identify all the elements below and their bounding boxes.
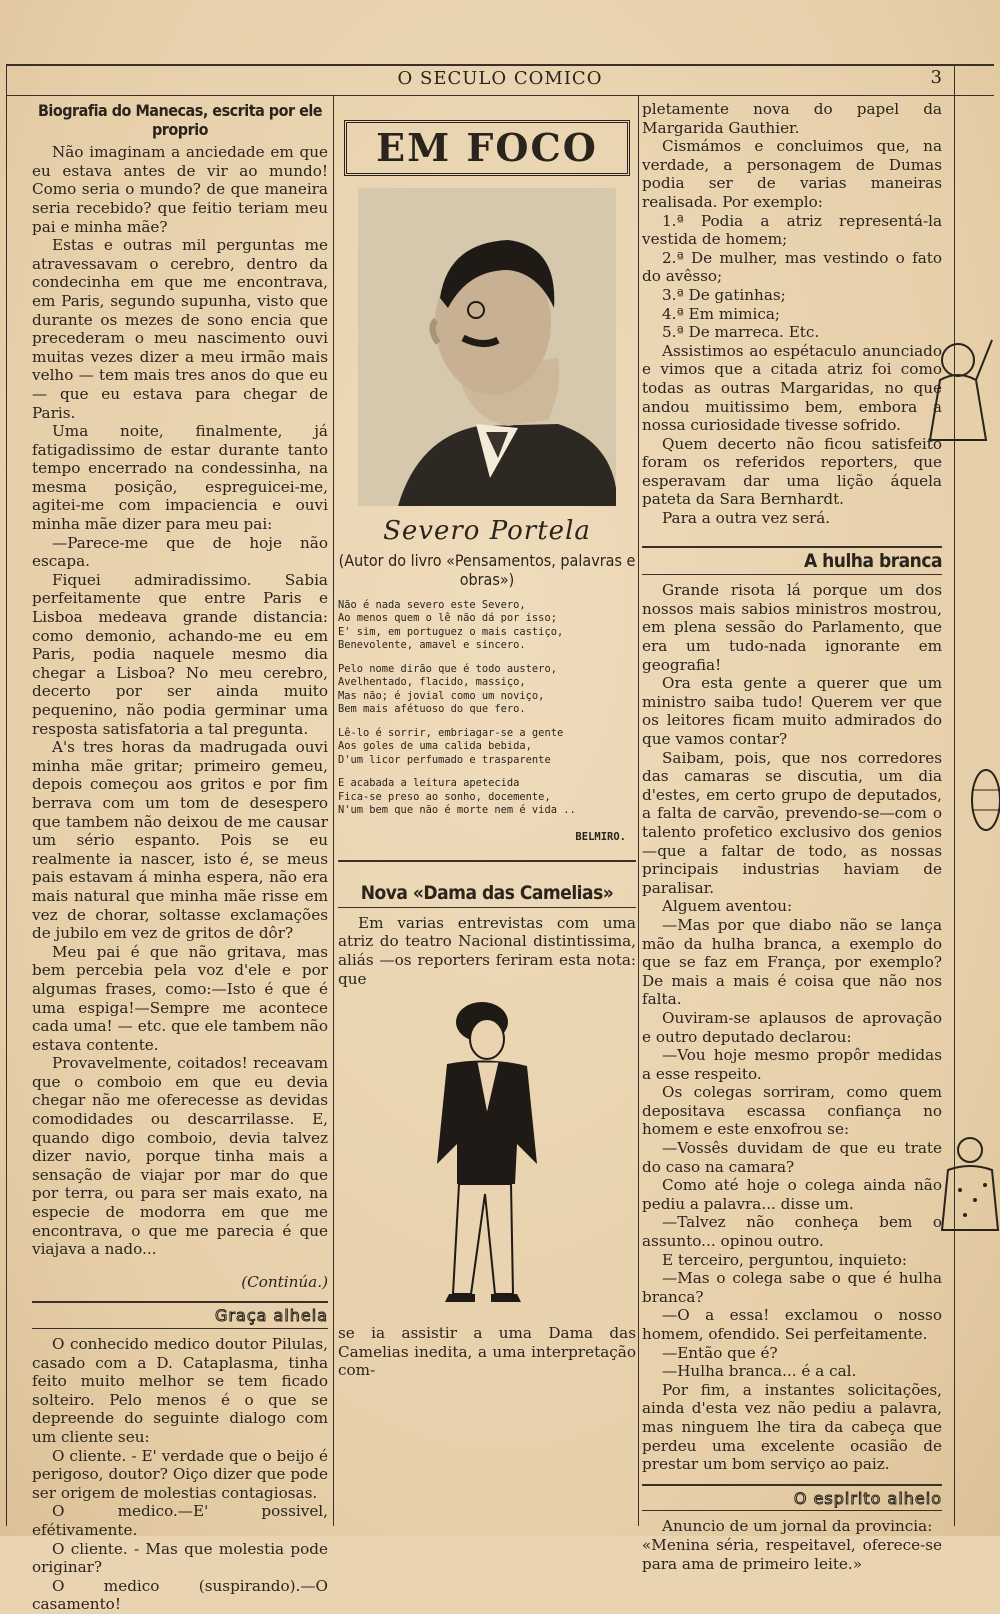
margin-doll-icon <box>920 330 998 460</box>
em-foco-heading: EM FOCO <box>344 120 630 176</box>
hulha-paragraph: Saibam, pois, que nos corredores das camaras se discutia, um dia d'estes, em certo grupo de deputados, a falta de carvão, prevendo-se—com o talento profetico exclusivo dos genios —que a faltar de todo, as nossas principais industrias haviam de paralisar. <box>642 748 942 897</box>
column-center <box>338 100 636 1380</box>
dama-continued: Cismámos e concluimos que, na verdade, a personagem de Dumas podia ser de varias maneiras realisada. Por exemplo: <box>642 137 942 211</box>
poem-line: E' sim, em portuguez o mais castiço, <box>338 625 564 638</box>
hulha-title: A hulha branca <box>803 549 942 572</box>
dama-continued: Para a outra vez será. <box>662 509 831 528</box>
poem-line: Fica-se preso ao sonho, docemente, <box>338 790 551 803</box>
border-right <box>954 64 955 1526</box>
portrait-subtitle: (Autor do livro «Pensamentos, palavras e obras») <box>338 550 636 589</box>
section-divider-thin <box>642 574 942 575</box>
poem-line: Não é nada severo este Severo, <box>338 598 526 611</box>
espirito-title: O espirito alheio <box>793 1488 942 1508</box>
hulha-paragraph: —Hulha branca... é a cal. <box>662 1362 857 1381</box>
poem-line: Pelo nome dirão que é todo austero, <box>338 662 557 675</box>
margin-dotted-doll-icon <box>930 1130 1000 1240</box>
dama-intro: Em varias entrevistas com uma atriz do teatro Nacional distintissima, aliás —os reporters feriram esta nota: que <box>338 913 636 988</box>
column-right <box>642 100 942 1573</box>
poem-line: Lê-lo é sorrir, embriagar-se a gente <box>338 726 564 739</box>
dama-continued: Quem decerto não ficou satisfeito foram os referidos reporters, que esperavam dar uma lição áquela pateta da Sara Bernhardt. <box>642 434 942 509</box>
hulha-paragraph: Grande risota lá porque um dos nossos mais sabios ministros mostrou, em plena sessão do Parlamento, que era um tudo-nada ignorante em geografia! <box>642 581 942 674</box>
dama-continued: Assistimos ao espétaculo anunciado e vimos que a citada atriz foi como todas as outras Margaridas, no que andou muitissimo bem, embora a nossa curiosidade tivesse sofrido. <box>642 341 942 435</box>
continua-note: (Continúa.) <box>241 1272 328 1291</box>
hulha-paragraph: —Mas o colega sabe o que é hulha branca? <box>642 1269 942 1306</box>
page-number: 3 <box>930 67 942 88</box>
dama-illustration <box>387 994 587 1324</box>
poem-line: N'um bem que não é morte nem é vida .. <box>338 804 576 817</box>
column-divider-1 <box>333 96 334 1526</box>
poem-author: BELMIRO. <box>575 830 626 843</box>
poem-stanza <box>338 727 636 768</box>
dama-continued: 1.ª Podia a atriz representá-la vestida de homem; <box>642 211 942 249</box>
column-left <box>32 100 328 1614</box>
graca-paragraph: O medico.—E' possivel, efétivamente. <box>32 1502 328 1539</box>
biografia-paragraph: Uma noite, finalmente, já fatigadissimo de estar durante tanto tempo encerrado na condessinha, na mesma posição, espreguicei-me, agitei-me com impaciencia e ouvi minha mãe dizer para meu pai: <box>32 422 328 534</box>
portrait-illustration <box>358 188 616 506</box>
header-rule <box>6 95 994 96</box>
dama-bottom-text: se ia assistir a uma Dama das Camelias inedita, a uma interpretação com- <box>338 1324 636 1380</box>
hulha-paragraph: Alguem aventou: <box>662 897 793 916</box>
hulha-paragraph: Como até hoje o colega ainda não pediu a palavra... disse um. <box>642 1176 942 1213</box>
dama-continued: 5.ª De marreca. Etc. <box>662 323 820 342</box>
dama-continued: 3.ª De gatinhas; <box>662 285 786 304</box>
biografia-paragraph: Meu pai é que não gritava, mas bem percebia pela voz d'ele e por algumas frases, como:—Isto é que é uma espiga!—Sempre me acontece cada uma! — etc. que ele tambem não estava contente. <box>32 942 328 1054</box>
poem-line: Benevolente, amavel e sincero. <box>338 639 526 652</box>
portrait-caption: Severo Portela <box>383 516 591 546</box>
poem-line: Aos goles de uma calida bebida, <box>338 740 532 753</box>
margin-barrel-icon <box>962 745 1000 855</box>
section-divider-thin <box>338 907 636 908</box>
graca-paragraph: O conhecido medico doutor Pilulas, casado com a D. Cataplasma, tinha feito muito melhor se tem ficado solteiro. Pelo menos é o que se depreende do seguinte dialogo com um cliente seu: <box>32 1335 328 1446</box>
section-divider <box>642 546 942 548</box>
poem-line: D'um licor perfumado e trasparente <box>338 753 551 766</box>
section-divider <box>642 1484 942 1486</box>
hulha-paragraph: —Mas por que diabo não se lança mão da hulha branca, a exemplo do que se faz em França, por exemplo? De mais a mais é coisa que não nos falta. <box>642 915 942 1009</box>
biografia-paragraph: A's tres horas da madrugada ouvi minha mãe gritar; primeiro gemeu, depois começou aos gritos e por fim berrava com um tom de desespero que tambem não deixou de me causar um sério espanto. Pois se eu realmente ia nascer, isto é, se meus pais estavam á minha espera, não era mais natural que minha mãe risse em vez de chorar, soltasse exclamações de jubilo em vez de gritos de dôr? <box>32 738 328 943</box>
graca-paragraph: O cliente. - E' verdade que o beijo é perigoso, doutor? Oiço dizer que pode ser origem de molestias contagiosas. <box>32 1446 328 1502</box>
poem-stanza <box>338 663 636 717</box>
hulha-paragraph: Ouviram-se aplausos de aprovação e outro deputado declarou: <box>642 1008 942 1046</box>
portrait-photo <box>358 188 616 506</box>
biografia-paragraph: Provavelmente, coitados! receavam que o comboio em que eu devia chegar não me oferecesse as devidas comodidades ou descarrilasse. E, quando digo comboio, devia talvez dizer navio, porque tinha mais a sensação de viajar por mar do que por terra, ou para ser mais exato, na especie de modorra em que me encontrava, o que me parecia é que viajava a nado... <box>32 1054 328 1259</box>
hulha-paragraph: —Vossês duvidam de que eu trate do caso na camara? <box>642 1139 942 1176</box>
dandy-figure-icon <box>387 994 587 1324</box>
hulha-paragraph: —O a essa! exclamou o nosso homem, ofendido. Sei perfeitamente. <box>642 1306 942 1343</box>
biografia-paragraph: Não imaginam a anciedade em que eu estava antes de vir ao mundo! Como seria o mundo? de que maneira seria recebido? que feitio teriam meu pai e minha mãe? <box>32 143 328 236</box>
hulha-paragraph: Os colegas sorriram, como quem depositava escassa confiança no homem e este enxofrou se: <box>642 1083 942 1139</box>
poem-stanza <box>338 777 636 818</box>
espirito-paragraph: «Menina séria, respeitavel, oferece-se para ama de primeiro leite.» <box>642 1535 942 1573</box>
section-divider <box>338 860 636 862</box>
biografia-title: Biografia do Manecas, escrita por ele proprio <box>37 101 323 139</box>
poem-stanza <box>338 599 636 653</box>
hulha-paragraph: Ora esta gente a querer que um ministro saiba tudo! Querem ver que os leitores ficam muito admirados do que vamos contar? <box>642 674 942 748</box>
dama-title: Nova «Dama das Camelias» <box>360 882 614 905</box>
biografia-paragraph: —Parece-me que de hoje não escapa. <box>32 533 328 571</box>
biografia-paragraph: Estas e outras mil perguntas me atravessavam o cerebro, dentro da condecinha em que me encontrava, em Paris, segundo supunha, visto que durante os mezes de sono encia que precederam o meu nascimento ouvi muitas vezes dizer a meu irmão mais velho — tem mais tres anos do que eu — que eu estava para chegar de Paris. <box>32 236 328 422</box>
poem-line: Mas não; é jovial como um noviço, <box>338 689 545 702</box>
column-divider-2 <box>638 96 639 1526</box>
hulha-paragraph: —Então que é? <box>662 1343 778 1362</box>
poem-line: Ao menos quem o lê não dá por isso; <box>338 612 557 625</box>
hulha-paragraph: E terceiro, perguntou, inquieto: <box>662 1250 907 1269</box>
section-divider-thin <box>32 1328 328 1329</box>
dama-continued: pletamente nova do papel da Margarida Gauthier. <box>642 100 942 137</box>
hulha-paragraph: —Talvez não conheça bem o assunto... opinou outro. <box>642 1213 942 1251</box>
newspaper-title: O SECULO COMICO <box>397 68 603 89</box>
biografia-paragraph: Fiquei admiradissimo. Sabia perfeitamente que entre Paris e Lisboa medeava grande distancia: como demonio, achando-me eu em Paris, podia naquele mesmo dia chegar a Lisboa? No meu cerebro, decerto por ser ainda muito pequenino, não podia germinar uma resposta satisfatoria a tal pregunta. <box>32 570 328 738</box>
border-left <box>6 64 7 1526</box>
section-divider <box>32 1301 328 1303</box>
poem <box>338 599 636 818</box>
poem-line: E acabada a leitura apetecida <box>338 777 520 790</box>
hulha-paragraph: Por fim, a instantes solicitações, ainda d'esta vez não pediu a palavra, mas ninguem lhe tira da cabeça que perdeu uma excelente ocasião de prestar um bom serviço ao paiz. <box>642 1380 942 1474</box>
graca-title: Graça alheia <box>215 1306 328 1326</box>
top-rule <box>6 64 994 66</box>
poem-line: Bem mais afétuoso do que fero. <box>338 703 526 716</box>
section-divider-thin <box>642 1510 942 1511</box>
dama-continued: 2.ª De mulher, mas vestindo o fato do avêsso; <box>642 248 942 286</box>
graca-paragraph: O medico (suspirando).—O casamento! <box>32 1576 328 1614</box>
dama-continued: 4.ª Em mimica; <box>662 304 781 323</box>
graca-paragraph: O cliente. - Mas que molestia pode originar? <box>32 1539 328 1577</box>
espirito-paragraph: Anuncio de um jornal da provincia: <box>662 1517 933 1536</box>
hulha-paragraph: —Vou hoje mesmo propôr medidas a esse respeito. <box>642 1046 942 1083</box>
poem-line: Avelhentado, flacido, massiço, <box>338 676 526 689</box>
